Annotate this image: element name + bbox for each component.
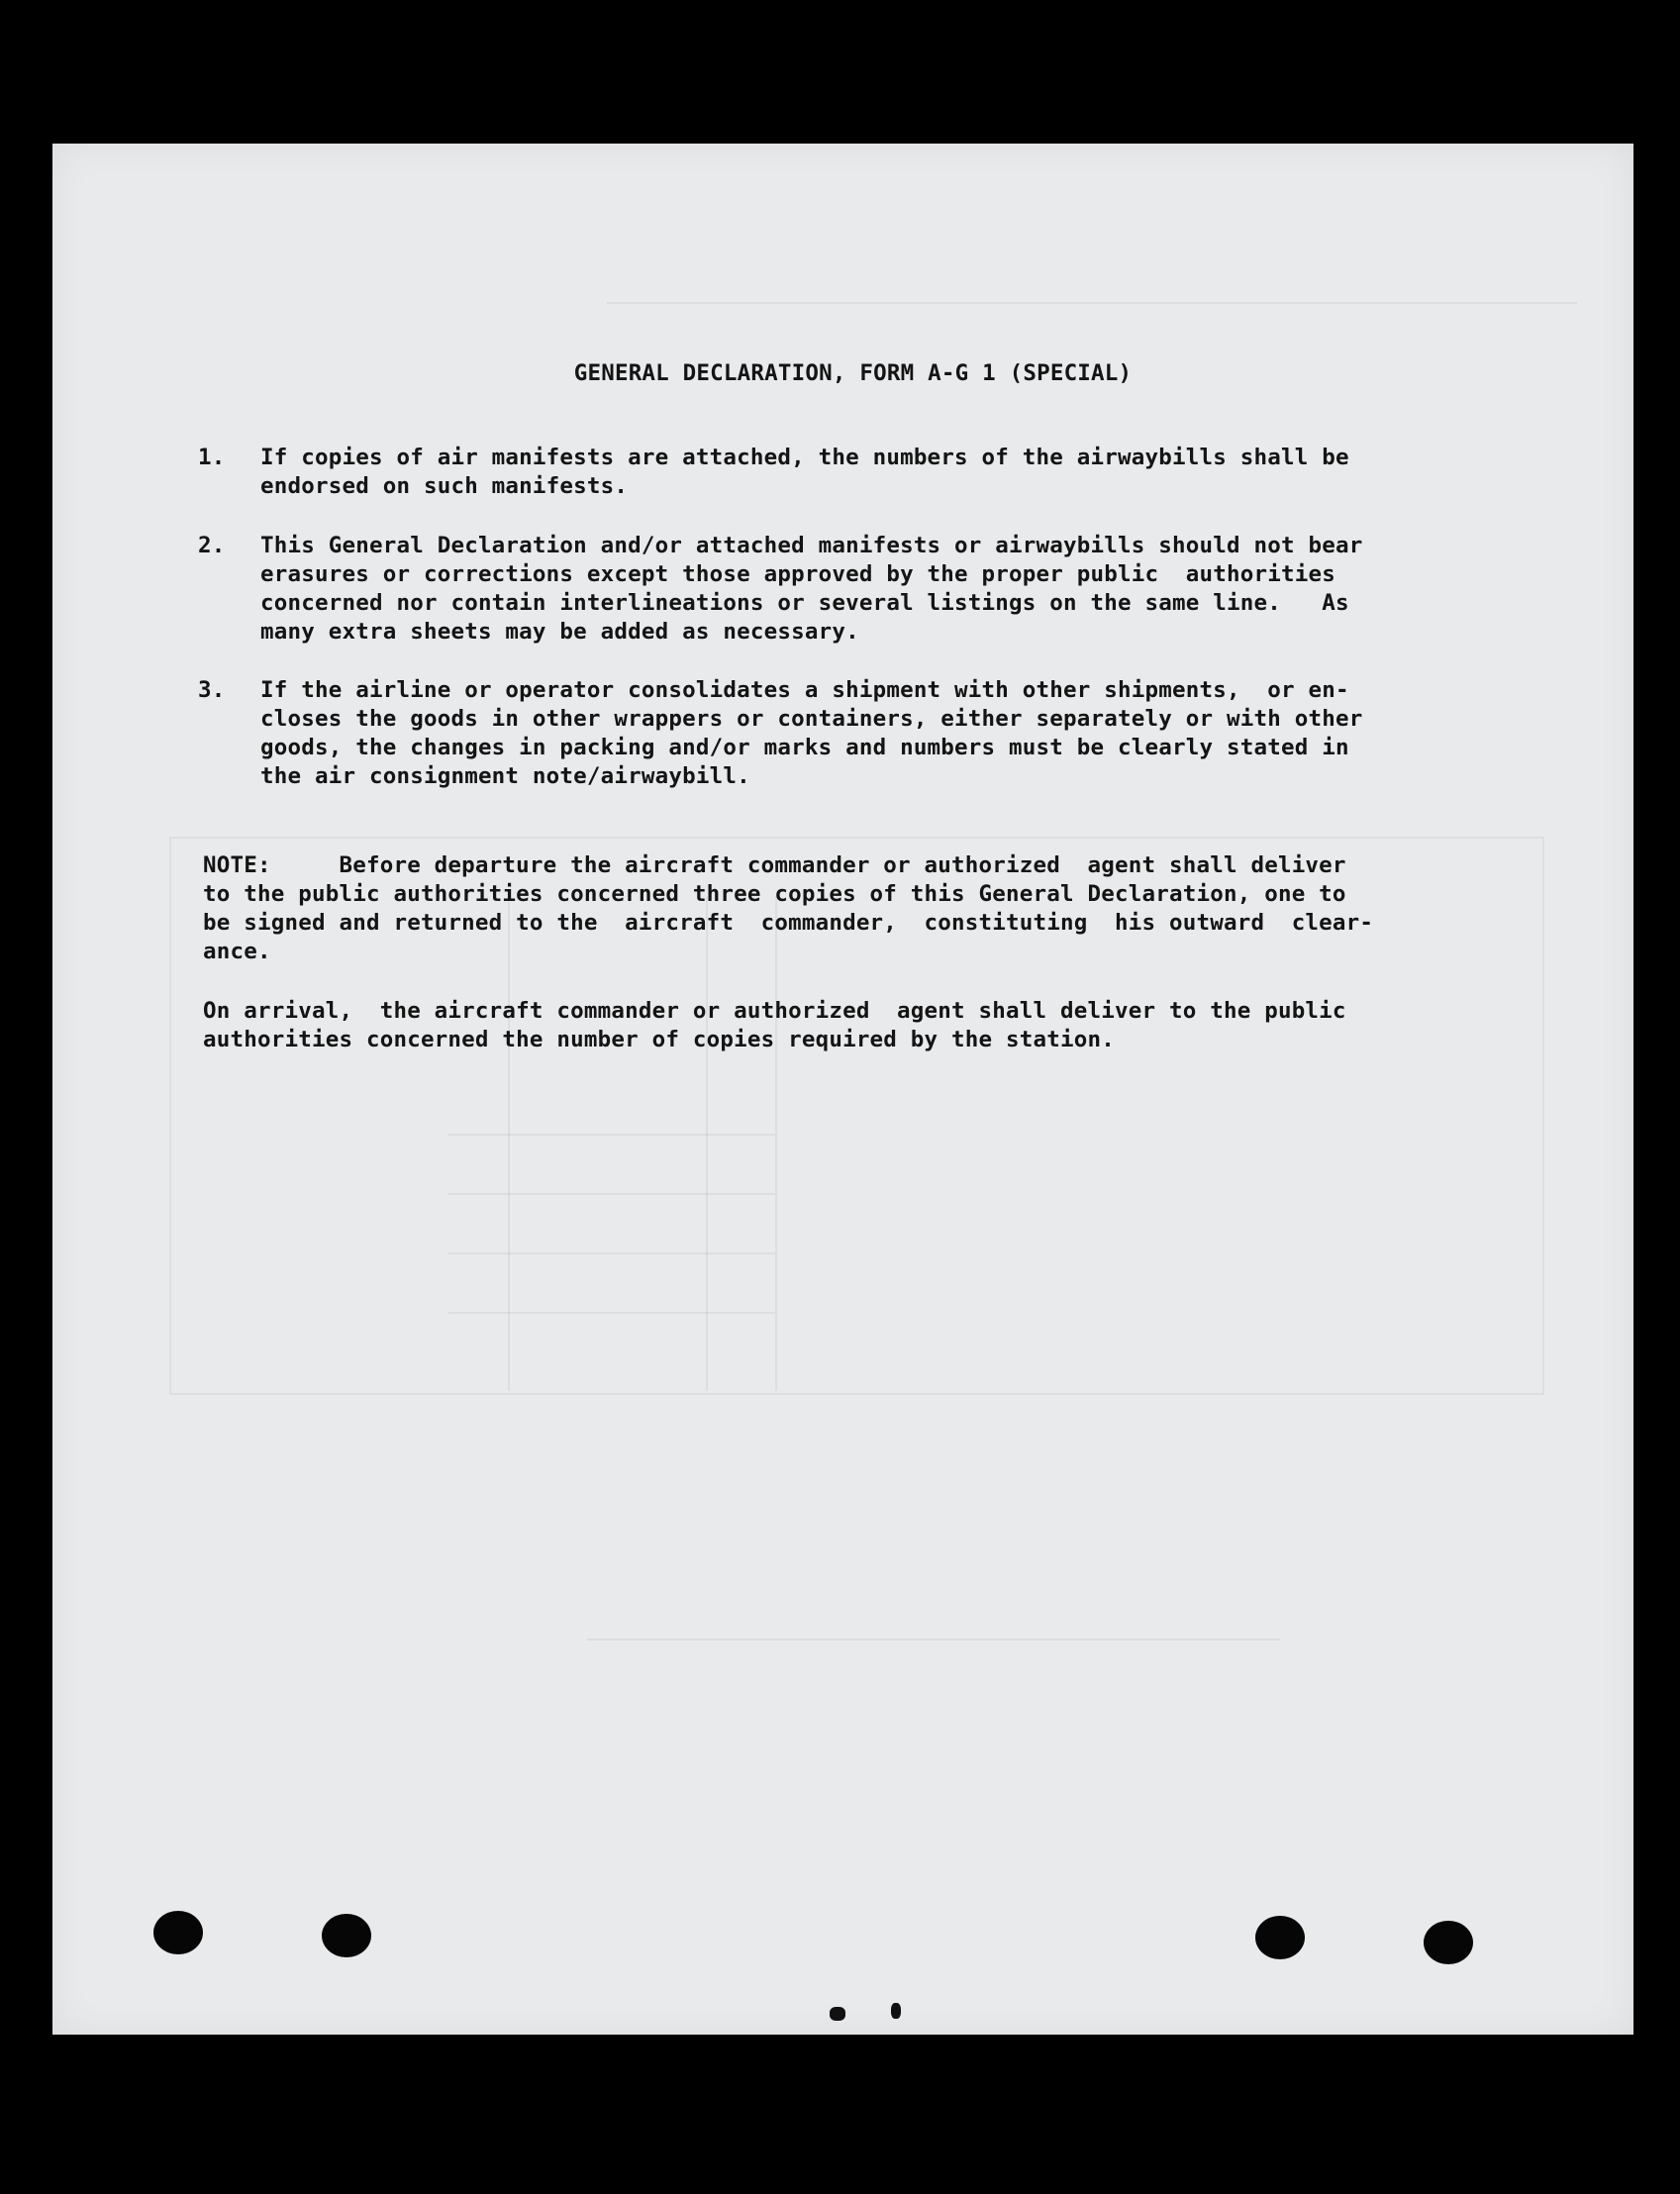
item-number: 2. <box>198 533 226 558</box>
punch-hole <box>322 1914 371 1957</box>
item-line: If the airline or operator consolidates a shipment with other shipments, or en- <box>260 677 1349 703</box>
item-line: erasures or corrections except those approved by the proper public authorities <box>260 561 1335 587</box>
ink-speck <box>891 2003 901 2019</box>
item-line: If copies of air manifests are attached, the numbers of the airwaybills shall be <box>260 445 1349 470</box>
document-page <box>52 144 1633 2035</box>
ink-speck <box>830 2007 845 2021</box>
note-line: be signed and returned to the aircraft commander, constituting his outward clear- <box>203 910 1374 936</box>
note-line: NOTE: Before departure the aircraft commander or authorized agent shall deliver <box>203 852 1346 878</box>
bleed-through-line <box>775 896 777 1391</box>
document-title: GENERAL DECLARATION, FORM A-G 1 (SPECIAL) <box>573 360 1133 386</box>
bleed-through-line <box>448 1252 775 1254</box>
bleed-through-line <box>706 896 708 1391</box>
item-line: This General Declaration and/or attached manifests or airwaybills should not bear <box>260 533 1363 558</box>
bleed-through-line <box>448 1193 775 1195</box>
arrival-line: On arrival, the aircraft commander or authorized agent shall deliver to the public <box>203 998 1346 1024</box>
item-line: many extra sheets may be added as necessary. <box>260 619 859 645</box>
note-line: ance. <box>203 939 271 964</box>
punch-hole <box>1424 1921 1473 1964</box>
arrival-line: authorities concerned the number of copies required by the station. <box>203 1027 1115 1052</box>
bleed-through-line <box>448 1312 775 1314</box>
bleed-through-line <box>448 1134 775 1136</box>
item-line: concerned nor contain interlineations or several listings on the same line. As <box>260 590 1349 616</box>
item-text <box>260 676 1513 791</box>
item-line: the air consignment note/airwaybill. <box>260 763 750 789</box>
bleed-through-line <box>607 302 1577 304</box>
arrival-paragraph <box>203 997 1522 1054</box>
punch-hole <box>153 1911 203 1954</box>
bleed-through-line <box>508 896 510 1391</box>
item-text <box>260 444 1513 501</box>
item-text <box>260 532 1513 647</box>
item-line: endorsed on such manifests. <box>260 473 629 499</box>
item-number: 1. <box>198 445 226 470</box>
item-line: goods, the changes in packing and/or marks and numbers must be clearly stated in <box>260 735 1349 760</box>
note-line: to the public authorities concerned three copies of this General Declaration, one to <box>203 881 1346 907</box>
item-number: 3. <box>198 677 226 703</box>
bleed-through-line <box>587 1639 1280 1641</box>
punch-hole <box>1255 1916 1305 1959</box>
note-paragraph <box>203 851 1522 966</box>
item-line: closes the goods in other wrappers or containers, either separately or with other <box>260 706 1363 732</box>
